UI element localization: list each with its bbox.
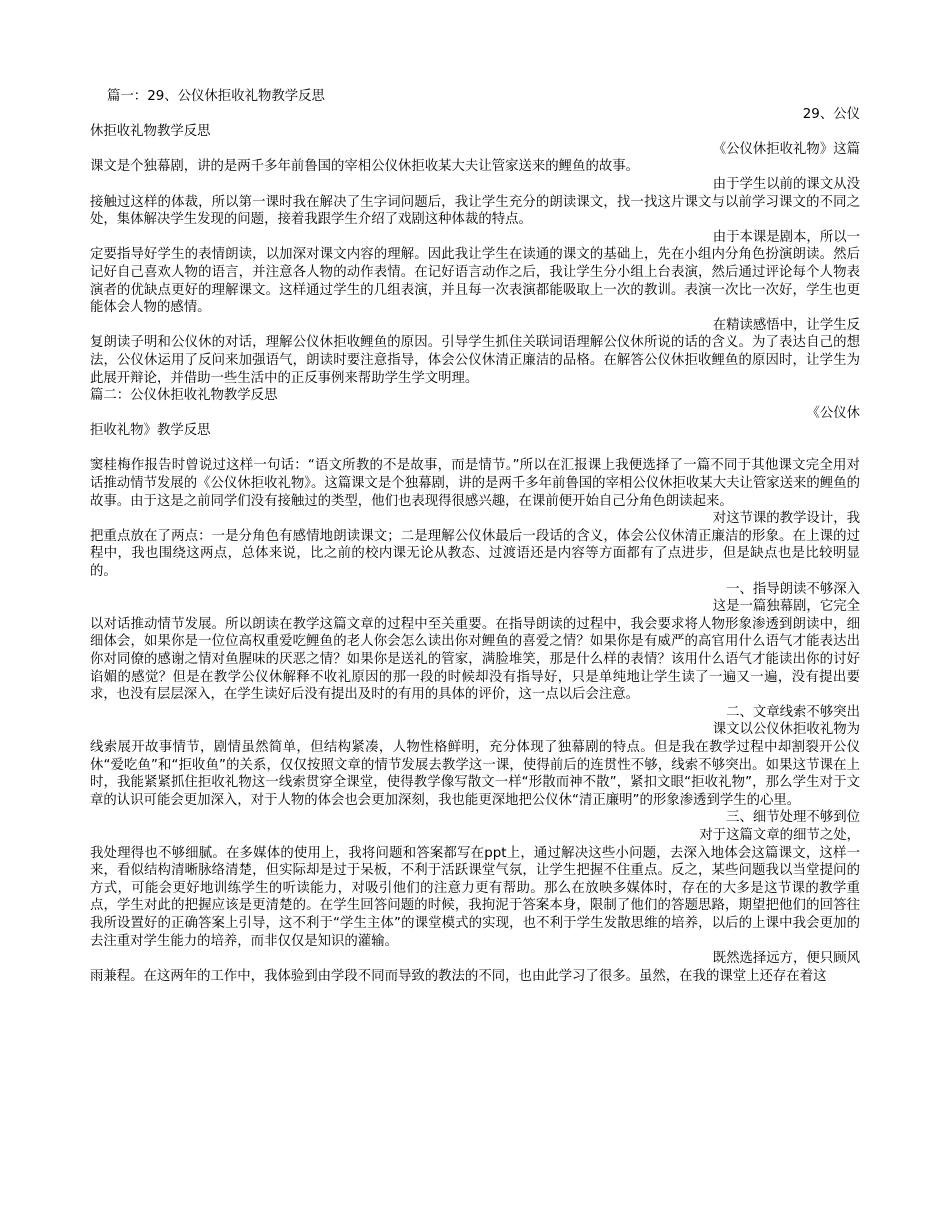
paragraph: 复朗读子明和公仪休的对话，理解公仪休拒收鲤鱼的原因。引导学生抓住关联词语理解公仪休所说的话的含义。为了表达自己的想法，公仪休运用了反问来加强语气，朗读时要注意指导，体会公仪休清正廉洁的品格。在解答公仪休拒收鲤鱼的原因时，让学生为此展开辩论，并借助一些生活中的正反事例来帮助学生学文明理。 xyxy=(90,335,860,386)
para-lead: 这是一篇独幕剧，它完全 xyxy=(712,599,860,615)
section-title-1: 篇一：29、公仪休拒收礼物教学反思 xyxy=(90,89,325,104)
para-heading-cont: 休拒收礼物教学反思 xyxy=(90,124,211,140)
para-lead: 《公仪休拒收礼物》这篇 xyxy=(712,141,860,157)
subheading: 三、细节处理不够到位 xyxy=(726,810,860,826)
para-heading-cont: 拒收礼物》教学反思 xyxy=(90,423,211,439)
paragraph: 线索展开故事情节，剧情虽然简单，但结构紧凑，人物性格鲜明，充分体现了独幕剧的特点。但是我在教学过程中却割裂开公仪休“爱吃鱼”和“拒收鱼”的关系，仅仅按照文章的情节发展去教学这一课，使得前后的连贯性不够，线索不够突出。如果这节课在上时，我能紧紧抓住拒收礼物这一线索贯穿全课堂，使得教学像写散文一样“形散而神不散”，紧扣文眼“拒收礼物”，那么学生对于文章的认识可能会更加深入，对于人物的体会也会更加深刻，我也能更深地把公仪休“清正廉明”的形象渗透到学生的心里。 xyxy=(90,739,860,808)
paragraph: 以对话推动情节发展。所以朗读在教学这篇文章的过程中至关重要。在指导朗读的过程中，我会要求将人物形象渗透到朗读中，细细体会，如果你是一位位高权重爱吃鲤鱼的老人你会怎么读出你对鲤鱼的喜爱之情？如果你是有威严的高官用什么语气才能表达出你对同僚的感谢之情对鱼腥味的厌恶之情？如果你是送礼的管家，满脸堆笑，那是什么样的表情？该用什么语气才能读出你的讨好谄媚的感觉？但是在教学公仪休解释不收礼原因的那一段的时候却没有指导好，只是单纯地让学生读了一遍又一遍，没有提出要求，也没有层层深入，在学生读好后没有提出及时的有用的具体的评价，这一点以后会注意。 xyxy=(90,616,860,703)
para-lead: 课文以公仪休拒收礼物为 xyxy=(712,722,860,738)
para-heading-right: 《公仪休 xyxy=(806,405,860,421)
document-body xyxy=(90,88,860,985)
para-lead: 在精读感悟中，让学生反 xyxy=(712,317,860,333)
paragraph: 定要指导好学生的表情朗读，以加深对课文内容的理解。因此我让学生在读通的课文的基础上，先在小组内分角色扮演朗读。然后记好自己喜欢人物的语言，并注意各人物的动作表情。在记好语言动作之后，我让学生分小组上台表演，然后通过评论每个人物表演者的优缺点更好的理解课文。这样通过学生的几组表演，并且每一次表演都能吸取上一次的教训。表演一次比一次好，学生也更能体会人物的感情。 xyxy=(90,247,860,316)
para-lead: 既然选择远方，便只顾风 xyxy=(712,951,860,967)
paragraph: 窦桂梅作报告时曾说过这样一句话：“语文所教的不是故事，而是情节。”所以在汇报课上我便选择了一篇不同于其他课文完全用对话推动情节发展的《公仪休拒收礼物》。这篇课文是个独幕剧，讲的是两千多年前鲁国的宰相公仪休拒收某大夫让管家送来的鲤鱼的故事。由于这是之前同学们没有接触过的类型，他们也表现得很感兴趣，在课前便开始自己分角色朗读起来。 xyxy=(90,458,860,509)
para-lead: 由于本课是剧本，所以一 xyxy=(712,229,860,245)
paragraph: 我处理得也不够细腻。在多媒体的使用上，我将问题和答案都写在ppt上，通过解决这些小问题，去深入地体会这篇课文，这样一来，看似结构清晰脉络清楚，但实际却是过于呆板，不利于活跃课堂气氛，让学生把握不住重点。反之，某些问题我以当堂提问的方式，可能会更好地训练学生的听读能力，对吸引他们的注意力更有帮助。那么在放映多媒体时，存在的大多是这节课的教学重点，学生对此的把握应该是更清楚的。在学生回答问题的时候，我拘泥于答案本身，限制了他们的答题思路，期望把他们的回答往我所设置好的正确答案上引导，这不利于“学生主体”的课堂模式的实现，也不利于学生发散思维的培养，以后的上课中我会更加的去注重对学生能力的培养，而非仅仅是知识的灌输。 xyxy=(90,845,860,949)
para-heading-right: 29、公仪 xyxy=(802,106,860,122)
subheading: 一、指导朗读不够深入 xyxy=(726,581,860,597)
paragraph: 把重点放在了两点：一是分角色有感情地朗读课文；二是理解公仪休最后一段话的含义，体会公仪休清正廉洁的形象。在上课的过程中，我也围绕这两点，总体来说，比之前的校内课无论从教态、过渡语还是内容等方面都有了点进步，但是缺点也是比较明显的。 xyxy=(90,528,860,580)
paragraph: 课文是个独幕剧，讲的是两千多年前鲁国的宰相公仪休拒收某大夫让管家送来的鲤鱼的故事。 xyxy=(90,159,640,175)
subheading: 二、文章线索不够突出 xyxy=(726,704,860,720)
para-lead: 对于这篇文章的细节之处， xyxy=(699,827,860,843)
paragraph: 雨兼程。在这两年的工作中，我体验到由学段不同而导致的教法的不同，也由此学习了很多。虽然，在我的课堂上还存在着这 xyxy=(90,968,827,984)
paragraph: 接触过这样的体裁，所以第一课时我在解决了生字词问题后，我让学生充分的朗读课文，找一找这片课文与以前学习课文的不同之处，集体解决学生发现的问题，接着我跟学生介绍了戏剧这种体裁的特点。 xyxy=(90,194,860,228)
blank-line xyxy=(90,440,860,458)
para-lead: 由于学生以前的课文从没 xyxy=(712,176,860,192)
para-lead: 对这节课的教学设计，我 xyxy=(712,511,860,527)
section-title-2: 篇二：公仪休拒收礼物教学反思 xyxy=(90,388,278,404)
